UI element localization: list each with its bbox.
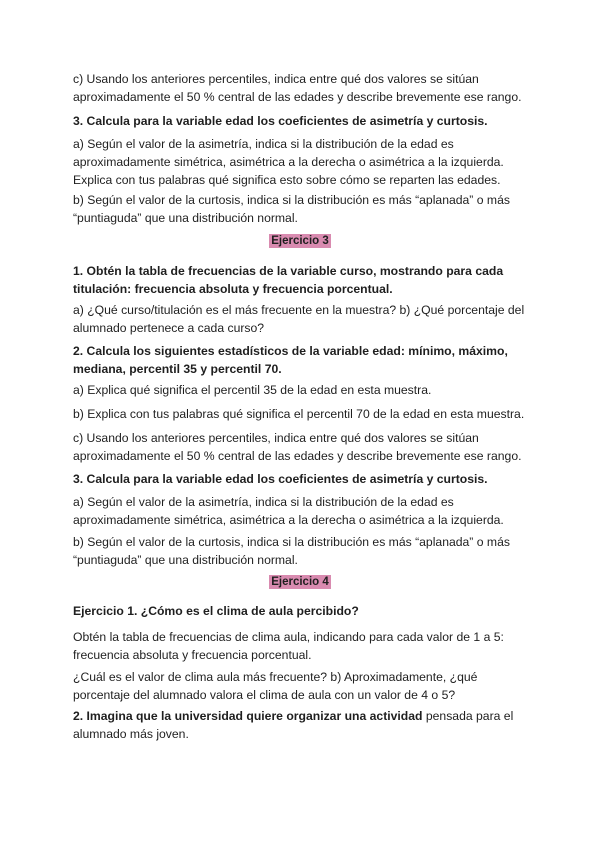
question-heading: 1. Obtén la tabla de frecuencias de la variable curso, mostrando para cada titulación: frecuencia absoluta y frecuencia porcentual.	[73, 264, 504, 296]
bold-lead-text: 2. Imagina que la universidad quiere organizar una actividad	[73, 709, 423, 723]
paragraph: a) Según el valor de la asimetría, indica si la distribución de la edad es aproximadamente simétrica, asimétrica a la derecha o asimétrica a la izquierda. Explica con tus palabras qué significa esto sobre cómo se reparten las edades.	[73, 137, 504, 187]
question-heading: 3. Calcula para la variable edad los coeficientes de asimetría y curtosis.	[73, 114, 488, 128]
section-header-label: Ejercicio 4	[271, 576, 329, 588]
paragraph: b) Explica con tus palabras qué significa el percentil 70 de la edad en esta muestra.	[73, 407, 525, 421]
question-heading: Ejercicio 1. ¿Cómo es el clima de aula percibido?	[73, 604, 359, 618]
question-heading: 2. Calcula los siguientes estadísticos de la variable edad: mínimo, máximo, mediana, percentil 35 y percentil 70.	[73, 344, 508, 376]
paragraph: Obtén la tabla de frecuencias de clima aula, indicando para cada valor de 1 a 5: frecuencia absoluta y frecuencia porcentual.	[73, 630, 504, 662]
paragraph	[73, 707, 533, 743]
section-header	[0, 234, 600, 248]
paragraph: b) Según el valor de la curtosis, indica si la distribución es más “aplanada” o más “puntiaguda” que una distribución normal.	[73, 193, 510, 225]
paragraph: a) Según el valor de la asimetría, indica si la distribución de la edad es aproximadamente simétrica, asimétrica a la derecha o asimétrica a la izquierda.	[73, 495, 504, 527]
paragraph: c) Usando los anteriores percentiles, indica entre qué dos valores se sitúan aproximadamente el 50 % central de las edades y describe brevemente ese rango.	[73, 72, 522, 104]
section-header-label: Ejercicio 3	[271, 235, 329, 247]
section-header	[0, 575, 600, 589]
paragraph: c) Usando los anteriores percentiles, indica entre qué dos valores se sitúan aproximadamente el 50 % central de las edades y describe brevemente ese rango.	[73, 431, 522, 463]
paragraph: ¿Cuál es el valor de clima aula más frecuente? b) Aproximadamente, ¿qué porcentaje del alumnado valora el clima de aula con un valor de 4 o 5?	[73, 670, 478, 702]
paragraph: a) Explica qué significa el percentil 35 de la edad en esta muestra.	[73, 383, 432, 397]
paragraph: a) ¿Qué curso/titulación es el más frecuente en la muestra? b) ¿Qué porcentaje del alumnado pertenece a cada curso?	[73, 303, 525, 335]
body-text: pensada para el alumnado más joven.	[73, 709, 514, 741]
question-heading: 3. Calcula para la variable edad los coeficientes de asimetría y curtosis.	[73, 472, 488, 486]
paragraph: b) Según el valor de la curtosis, indica si la distribución es más “aplanada” o más “puntiaguda” que una distribución normal.	[73, 535, 510, 567]
